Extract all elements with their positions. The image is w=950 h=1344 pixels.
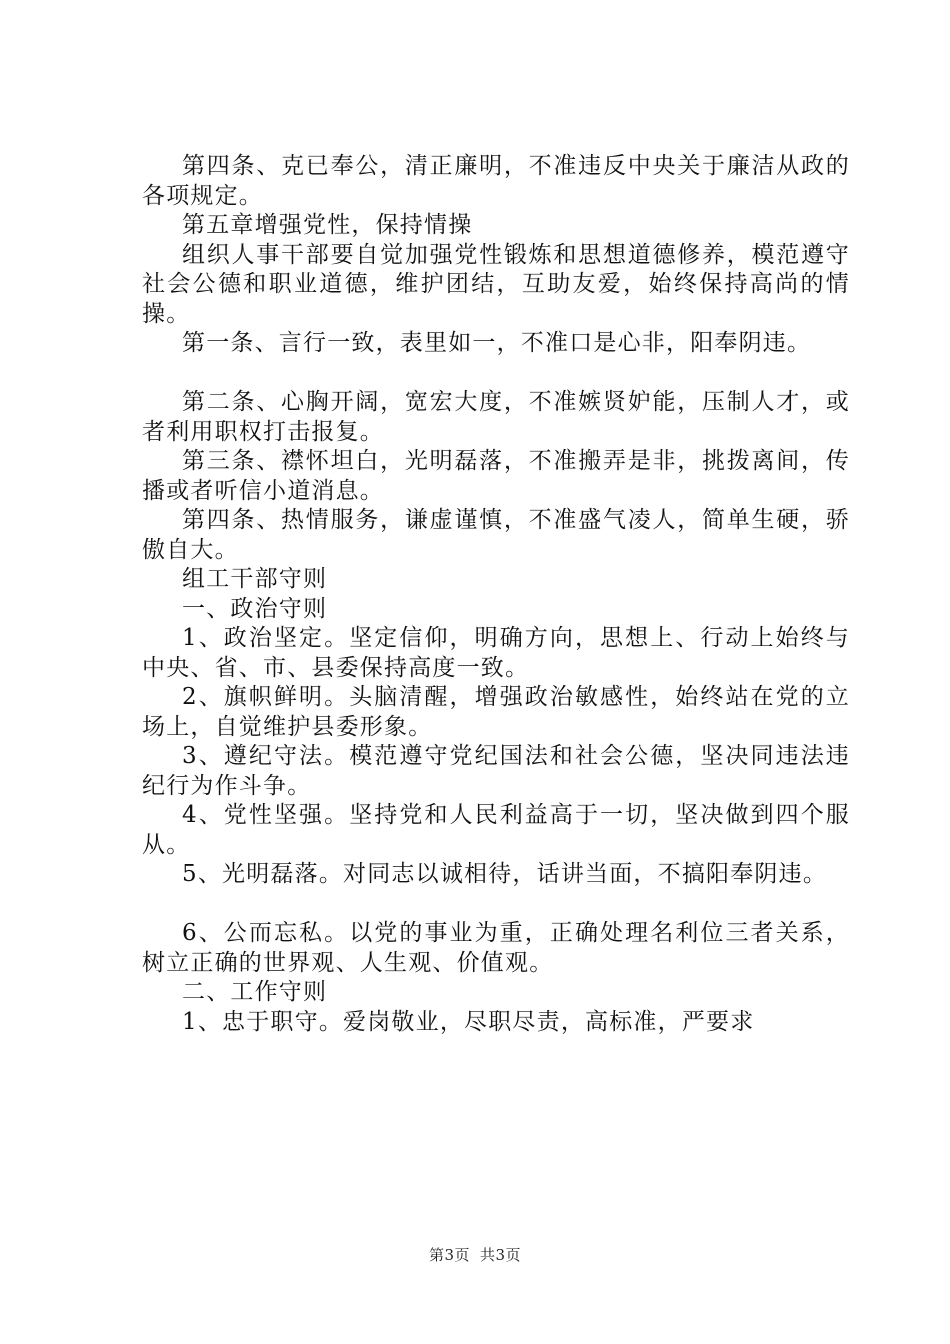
list-item-political-1: 1、政治坚定。坚定信仰，明确方向，思想上、行动上始终与中央、省、市、县委保持高度一致。	[142, 625, 850, 681]
list-item-political-5: 5、光明磊落。对同志以诚相待，话讲当面，不搞阳奉阴违。	[182, 861, 828, 887]
page-footer	[0, 1245, 950, 1265]
page-total: 共3页	[480, 1246, 522, 1264]
paragraph-chapter-5-intro: 组织人事干部要自觉加强党性锻炼和思想道德修养，模范遵守社会公德和职业道德，维护团结，互助友爱，始终保持高尚的情操。	[142, 241, 850, 327]
list-item-political-2: 2、旗帜鲜明。头脑清醒，增强政治敏感性，始终站在党的立场上，自觉维护县委形象。	[142, 684, 850, 740]
list-item-political-4: 4、党性坚强。坚持党和人民利益高于一切，坚决做到四个服从。	[142, 802, 850, 858]
paragraph-article-4-integrity: 第四条、克已奉公，清正廉明，不准违反中央关于廉洁从政的各项规定。	[142, 153, 850, 209]
paragraph-article-3-candor: 第三条、襟怀坦白，光明磊落，不准搬弄是非，挑拨离间，传播或者听信小道消息。	[142, 448, 850, 504]
document-body	[142, 152, 850, 1037]
subsection-political-rules: 一、政治守则	[182, 595, 328, 622]
list-item-work-1: 1、忠于职守。爱岗敬业，尽职尽责，高标准，严要求	[182, 1008, 755, 1035]
chapter-5-heading: 第五章增强党性，保持情操	[182, 212, 473, 238]
paragraph-article-4-service: 第四条、热情服务，谦虚谨慎，不准盛气凌人，简单生硬，骄傲自大。	[142, 507, 850, 563]
paragraph-article-1-consistency: 第一条、言行一致，表里如一，不准口是心非，阳奉阴违。	[182, 330, 812, 356]
page-number: 第3页	[428, 1246, 470, 1264]
list-item-political-6: 6、公而忘私。以党的事业为重，正确处理名利位三者关系，树立正确的世界观、人生观、价值观。	[142, 920, 850, 976]
subsection-work-rules: 二、工作守则	[182, 979, 328, 1005]
section-title-code: 组工干部守则	[182, 566, 328, 592]
list-item-political-3: 3、遵纪守法。模范遵守党纪国法和社会公德，坚决同违法违纪行为作斗争。	[142, 743, 850, 799]
paragraph-article-2-open-mind: 第二条、心胸开阔，宽宏大度，不准嫉贤妒能，压制人才，或者利用职权打击报复。	[142, 389, 850, 445]
